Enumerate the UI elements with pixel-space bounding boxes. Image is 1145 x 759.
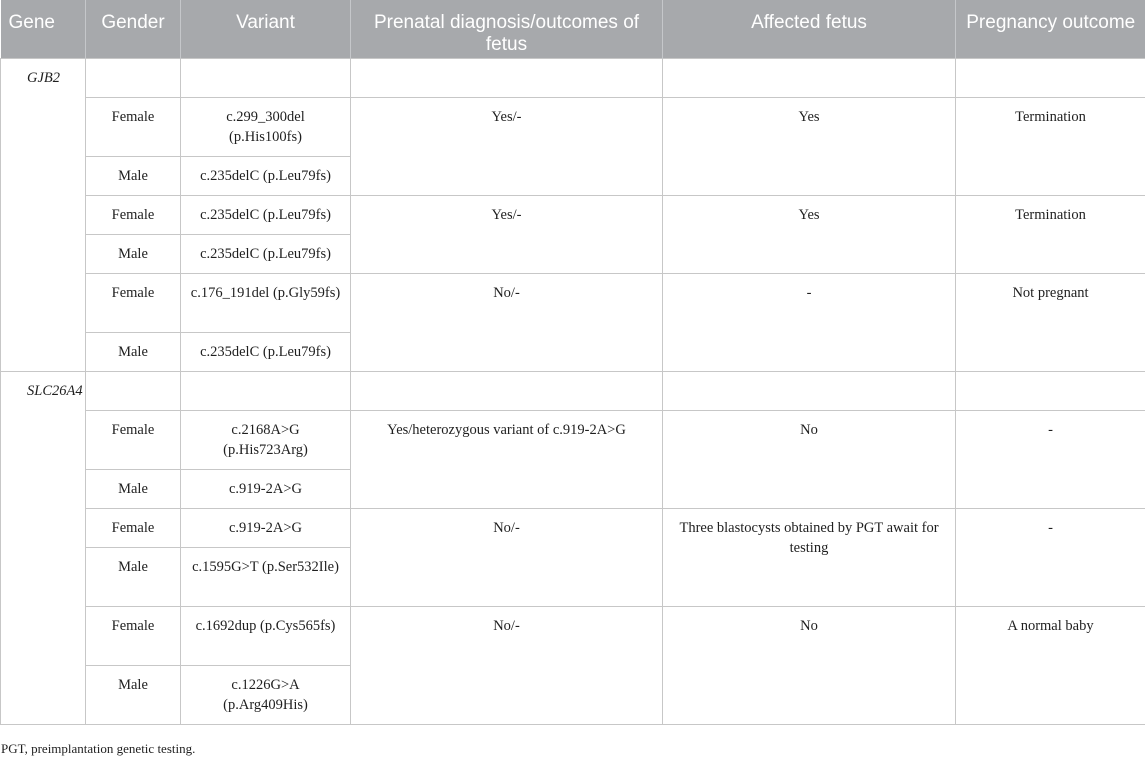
empty-cell	[181, 371, 351, 410]
variant-cell: c.235delC (p.Leu79fs)	[181, 156, 351, 195]
outcome-cell: Termination	[956, 97, 1145, 195]
table-footnote: PGT, preimplantation genetic testing.	[1, 741, 196, 756]
gender-cell: Female	[86, 606, 181, 665]
table-row	[1, 97, 1145, 156]
variant-cell: c.919-2A>G	[181, 469, 351, 508]
empty-cell	[663, 58, 956, 97]
affected-cell: No	[663, 410, 956, 508]
prenatal-cell: Yes/heterozygous variant of c.919-2A>G	[351, 410, 663, 508]
prenatal-cell: Yes/-	[351, 97, 663, 195]
header-variant: Variant	[181, 0, 351, 58]
gender-cell: Male	[86, 332, 181, 371]
header-affected: Affected fetus	[663, 0, 956, 58]
empty-cell	[86, 58, 181, 97]
gender-cell: Male	[86, 547, 181, 606]
gender-cell: Female	[86, 410, 181, 469]
empty-cell	[956, 58, 1145, 97]
variant-cell: c.1226G>A (p.Arg409His)	[181, 665, 351, 724]
outcome-cell: Termination	[956, 195, 1145, 273]
prenatal-cell: No/-	[351, 508, 663, 606]
variant-cell: c.235delC (p.Leu79fs)	[181, 332, 351, 371]
header-outcome: Pregnancy outcome	[956, 0, 1145, 58]
prenatal-cell: No/-	[351, 273, 663, 371]
table-row	[1, 195, 1145, 234]
header-gender: Gender	[86, 0, 181, 58]
variant-cell: c.176_191del (p.Gly59fs)	[181, 273, 351, 332]
table-row	[1, 508, 1145, 547]
gene-row	[1, 371, 1145, 410]
empty-cell	[956, 371, 1145, 410]
affected-cell: -	[663, 273, 956, 371]
gender-cell: Male	[86, 665, 181, 724]
gender-cell: Female	[86, 97, 181, 156]
variant-cell: c.919-2A>G	[181, 508, 351, 547]
gender-cell: Female	[86, 273, 181, 332]
header-prenatal: Prenatal diagnosis/outcomes of fetus	[351, 0, 663, 58]
empty-cell	[181, 58, 351, 97]
affected-cell: Three blastocysts obtained by PGT await for testing	[663, 508, 956, 606]
empty-cell	[351, 371, 663, 410]
outcome-cell: -	[956, 508, 1145, 606]
prenatal-cell: No/-	[351, 606, 663, 724]
prenatal-cell: Yes/-	[351, 195, 663, 273]
variant-cell: c.1595G>T (p.Ser532Ile)	[181, 547, 351, 606]
affected-cell: Yes	[663, 195, 956, 273]
empty-cell	[351, 58, 663, 97]
table-row	[1, 606, 1145, 665]
empty-cell	[663, 371, 956, 410]
variant-cell: c.2168A>G (p.His723Arg)	[181, 410, 351, 469]
outcome-cell: -	[956, 410, 1145, 508]
affected-cell: No	[663, 606, 956, 724]
empty-cell	[86, 371, 181, 410]
gender-cell: Female	[86, 195, 181, 234]
table-row	[1, 273, 1145, 332]
gene-name: SLC26A4	[1, 371, 86, 724]
gender-cell: Male	[86, 469, 181, 508]
header-row	[1, 0, 1145, 58]
gene-name: GJB2	[1, 58, 86, 371]
variant-cell: c.299_300del (p.His100fs)	[181, 97, 351, 156]
variant-cell: c.235delC (p.Leu79fs)	[181, 195, 351, 234]
variant-cell: c.1692dup (p.Cys565fs)	[181, 606, 351, 665]
gender-cell: Female	[86, 508, 181, 547]
gender-cell: Male	[86, 156, 181, 195]
affected-cell: Yes	[663, 97, 956, 195]
outcome-cell: A normal baby	[956, 606, 1145, 724]
header-gene: Gene	[1, 0, 86, 58]
gene-row	[1, 58, 1145, 97]
gender-cell: Male	[86, 234, 181, 273]
outcome-cell: Not pregnant	[956, 273, 1145, 371]
table-row	[1, 410, 1145, 469]
variant-cell: c.235delC (p.Leu79fs)	[181, 234, 351, 273]
